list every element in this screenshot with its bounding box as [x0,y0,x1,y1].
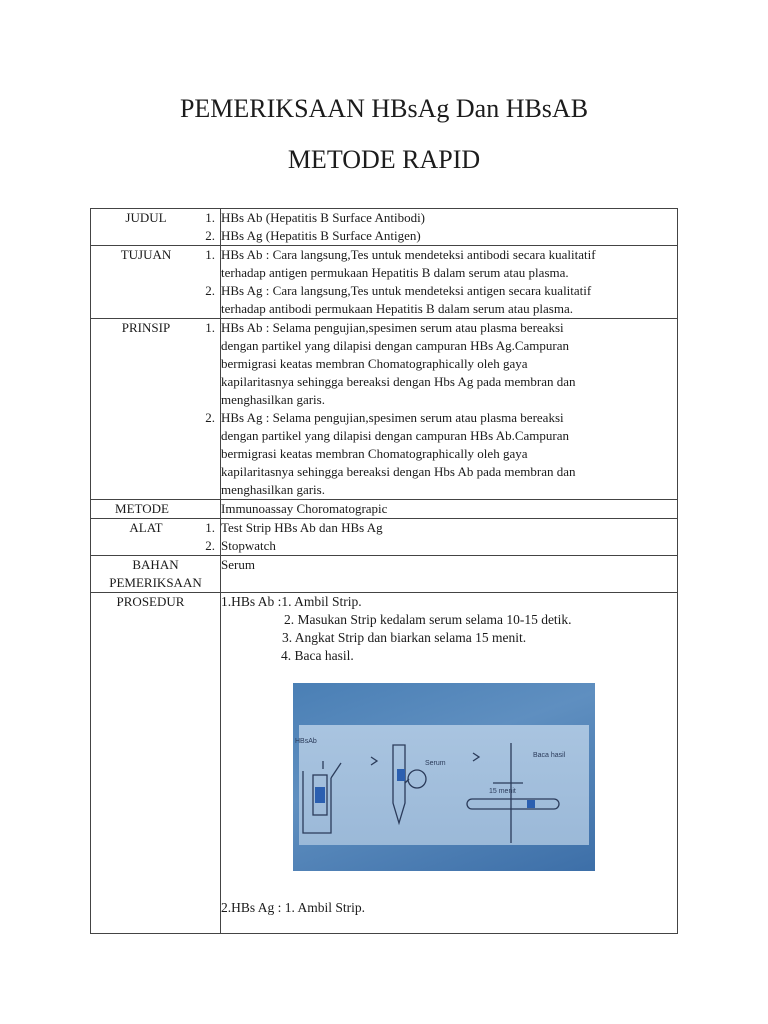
row-content [221,209,678,246]
item-number: 1. [205,210,215,225]
item-number: 2. [205,410,215,425]
table-row-bahan [91,556,678,593]
row-label: PRINSIP [121,320,171,335]
document-title: PEMERIKSAAN HBsAg Dan HBsAB [179,94,589,123]
item-text-line: kapilaritasnya sehingga bereaksi dengan Hbs Ab pada membran dan [221,464,576,479]
item-text: Stopwatch [221,538,276,553]
row-content: Serum [221,556,678,593]
item-text-line: menghasilkan garis. [221,392,325,407]
row-label-cell [91,519,221,556]
row-label: PEMERIKSAAN [109,575,202,590]
row-label: BAHAN [132,557,179,572]
sketch-label-left: HBsAb [295,738,317,745]
row-label-cell [91,500,221,519]
table-row-tujuan [91,246,678,319]
table-row-metode [91,500,678,519]
row-label: PROSEDUR [116,594,185,609]
row-content: Immunoassay Choromatograpic [221,500,678,519]
item-number: 1. [205,247,215,262]
table-row-prosedur [91,593,678,934]
table-row-judul [91,209,678,246]
procedure-step: 4. Baca hasil. [281,648,354,663]
item-text-line: terhadap antibodi permukaan Hepatitis B dalam serum atau plasma. [221,301,573,316]
item-text-line: dengan partikel yang dilapisi dengan campuran HBs Ag.Campuran [221,338,570,353]
sketch-label-right: Baca hasil [533,752,566,759]
table-row-alat [91,519,678,556]
item-number: 1. [205,320,215,335]
item-text-line: bermigrasi keatas membran Chomatographically oleh gaya [221,446,528,461]
row-label: JUDUL [125,210,167,225]
item-text-line: menghasilkan garis. [221,482,325,497]
procedure-sketch-photo [293,683,595,871]
row-content [221,319,678,500]
item-text: HBs Ag (Hepatitis B Surface Antigen) [221,228,421,243]
item-text-line: HBs Ab : Cara langsung,Tes untuk mendeteksi antibodi secara kualitatif [221,247,596,262]
item-text: Test Strip HBs Ab dan HBs Ag [221,520,383,535]
row-label: TUJUAN [120,247,172,262]
item-text-line: bermigrasi keatas membran Chomatographically oleh gaya [221,356,528,371]
row-label-cell [91,319,221,500]
item-text-line: HBs Ag : Selama pengujian,spesimen serum atau plasma bereaksi [221,410,564,425]
item-text-line: kapilaritasnya sehingga bereaksi dengan Hbs Ag pada membran dan [221,374,576,389]
procedure-step: 2.HBs Ag : 1. Ambil Strip. [221,900,366,915]
item-text-line: HBs Ab : Selama pengujian,spesimen serum atau plasma bereaksi [221,320,564,335]
sketch-label-timer: 15 menit [489,788,516,795]
sketch-label-mid: Serum [425,760,446,767]
procedure-step: 1.HBs Ab :1. Ambil Strip. [221,594,362,609]
item-number: 2. [205,228,215,243]
procedure-step: 3. Angkat Strip dan biarkan selama 15 menit. [282,630,527,645]
item-number: 2. [205,538,215,553]
row-content [221,519,678,556]
procedure-sketch-drawing [293,683,595,871]
item-number: 2. [205,283,215,298]
row-content [221,593,678,934]
row-label: ALAT [129,520,163,535]
document-subtitle: METODE RAPID [287,145,481,174]
row-content [221,246,678,319]
row-label: METODE [115,501,169,516]
row-label-cell [91,593,221,934]
item-number: 1. [205,520,215,535]
item-text-line: HBs Ag : Cara langsung,Tes untuk mendeteksi antigen secara kualitatif [221,283,592,298]
procedure-table [90,208,678,934]
table-row-prinsip [91,319,678,500]
row-label-cell [91,246,221,319]
item-text: HBs Ab (Hepatitis B Surface Antibodi) [221,210,426,225]
item-text-line: dengan partikel yang dilapisi dengan campuran HBs Ab.Campuran [221,428,570,443]
item-text-line: terhadap antigen permukaan Hepatitis B dalam serum atau plasma. [221,265,569,280]
procedure-step: 2. Masukan Strip kedalam serum selama 10-15 detik. [284,612,572,627]
row-label-cell [91,556,221,593]
row-label-cell [91,209,221,246]
